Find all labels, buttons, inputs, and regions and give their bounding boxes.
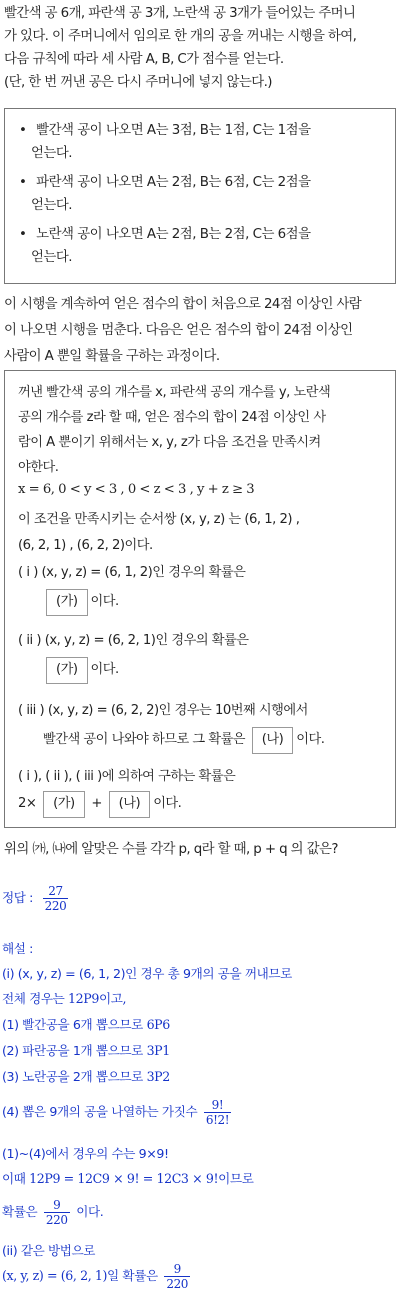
solution-text: 이다. xyxy=(76,1204,104,1219)
bullet-icon: • xyxy=(19,123,27,138)
solution-line xyxy=(2,1198,103,1227)
case-ii-blank-row xyxy=(43,657,119,684)
rule-item xyxy=(19,119,311,142)
suffix-text: 이다. xyxy=(90,594,119,609)
suffix-text: 이다. xyxy=(153,796,182,811)
answer-fraction xyxy=(43,884,69,913)
plus-sign: + xyxy=(91,796,102,811)
blank-na: (나) xyxy=(252,727,294,754)
solution-line xyxy=(2,1066,170,1085)
blank-na: (나) xyxy=(109,791,151,818)
fraction-numerator: 9! xyxy=(204,1098,231,1113)
problem-intro xyxy=(4,2,398,94)
blank-ga: (가) xyxy=(46,589,88,616)
intro-line: 다음 규칙에 따라 세 사람 A, B, C가 점수를 얻는다. xyxy=(4,52,284,67)
solution-line xyxy=(2,1098,234,1127)
case-ii-line: ( ii ) (x, y, z) = (6, 2, 1)인 경우의 확률은 xyxy=(18,633,249,648)
process-line: 람이 A 뿐이기 위해서는 x, y, z가 다음 조건을 만족시켜 xyxy=(18,435,321,450)
solution-text: (2) 파란공을 1개 뽑으므로 xyxy=(2,1043,147,1058)
suffix-text: 이다. xyxy=(90,662,119,677)
blank-ga: (가) xyxy=(43,791,85,818)
rule-item xyxy=(19,223,311,246)
rule-text-cont: 얻는다. xyxy=(31,250,73,265)
solution-line xyxy=(2,1014,170,1033)
final-prefix: 2× xyxy=(18,796,37,811)
fraction-denominator: 6!2! xyxy=(205,1113,230,1127)
solution-text: (x, y, z) = (6, 2, 1)일 확률은 xyxy=(2,1268,162,1283)
case-iii-line: ( iii ) (x, y, z) = (6, 2, 2)인 경우는 10번째 시행에서 xyxy=(18,703,308,718)
perm-blue: 3P1 xyxy=(146,1043,170,1058)
fraction-numerator: 9 xyxy=(44,1198,70,1213)
fraction-denominator: 220 xyxy=(45,1213,68,1227)
process-box xyxy=(4,370,396,828)
rule-item xyxy=(19,171,311,194)
rules-box xyxy=(4,108,396,284)
rule-text-cont: 얻는다. xyxy=(31,146,73,161)
rule-text: 빨간색 공이 나오면 A는 3점, B는 1점, C는 1점을 xyxy=(36,123,311,138)
middle-line: 사람이 A 뿐일 확률을 구하는 과정이다. xyxy=(4,349,220,364)
middle-line: 이 나오면 시행을 멈춘다. 다음은 얻은 점수의 합이 24점 이상인 xyxy=(4,323,353,338)
explain-label: 해설 : xyxy=(2,941,33,956)
solution-line xyxy=(2,1262,193,1291)
solution-text: (4) 뽑은 9개의 공을 나열하는 가짓수 xyxy=(2,1104,201,1119)
intro-line: (단, 한 번 꺼낸 공은 다시 주머니에 넣지 않는다.) xyxy=(4,75,272,90)
question-text: 위의 ㈎, ㈏에 알맞은 수를 각각 p, q라 할 때, p + q 의 값은? xyxy=(4,842,338,857)
bullet-icon: • xyxy=(19,227,27,242)
case-i-line: ( i ) (x, y, z) = (6, 1, 2)인 경우의 확률은 xyxy=(18,565,246,580)
case-iii-blank-row xyxy=(43,727,324,754)
intro-line: 가 있다. 이 주머니에서 임의로 한 개의 공을 꺼내는 시행을 하여, xyxy=(4,29,357,44)
solution-text: (1) 빨간공을 6개 뽑으므로 xyxy=(2,1017,147,1032)
process-line: 야한다. xyxy=(18,460,59,475)
solution-line: (i) (x, y, z) = (6, 1, 2)인 경우 총 9개의 공을 꺼내므로 xyxy=(2,966,292,981)
blank-ga: (가) xyxy=(46,657,88,684)
perm-yellow: 3P2 xyxy=(146,1069,170,1084)
intro-line: 빨간색 공 6개, 파란색 공 3개, 노란색 공 3개가 들어있는 주머니 xyxy=(4,6,356,21)
prob-fraction xyxy=(44,1198,70,1227)
perm-identity: 12P9 = 12C9 × 9! = 12C3 × 9!이므로 xyxy=(29,1171,254,1186)
solution-text: 이때 xyxy=(2,1171,30,1186)
solution-text: 확률은 xyxy=(2,1204,41,1219)
process-line: 이 조건을 만족시키는 순서쌍 (x, y, z) 는 (6, 1, 2) , xyxy=(18,512,300,527)
problem-middle xyxy=(4,292,398,370)
condition-line: x = 6, 0 < y < 3 , 0 < z < 3 , y + z ≥ 3 xyxy=(18,482,255,497)
case-iii-text: 빨간색 공이 나와야 하므로 그 확률은 xyxy=(43,732,246,747)
solution-line: (ii) 같은 방법으로 xyxy=(2,1243,96,1258)
perm-red: 6P6 xyxy=(146,1017,170,1032)
combine-line: ( i ), ( ii ), ( iii )에 의하여 구하는 확률은 xyxy=(18,769,236,784)
prob2-fraction xyxy=(164,1262,190,1291)
fraction-denominator: 220 xyxy=(44,899,67,913)
fraction-numerator: 9 xyxy=(164,1262,190,1277)
fraction-denominator: 220 xyxy=(166,1277,189,1291)
fraction-numerator: 27 xyxy=(43,884,69,899)
rule-text: 노란색 공이 나오면 A는 2점, B는 2점, C는 6점을 xyxy=(36,227,311,242)
middle-line: 이 시행을 계속하여 얻은 점수의 합이 처음으로 24점 이상인 사람 xyxy=(4,297,362,312)
bullet-icon: • xyxy=(19,175,27,190)
process-line: 공의 개수를 z라 할 때, 얻은 점수의 합이 24점 이상인 사 xyxy=(18,410,326,425)
suffix-text: 이다. xyxy=(296,732,325,747)
solution-line xyxy=(2,1040,170,1059)
process-line: 꺼낸 빨간색 공의 개수를 x, 파란색 공의 개수를 y, 노란색 xyxy=(18,385,331,400)
rule-text-cont: 얻는다. xyxy=(31,198,73,213)
case-i-blank-row xyxy=(43,589,119,616)
answer-label: 정답 : xyxy=(2,890,33,905)
solution-line: (1)~(4)에서 경우의 수는 9×9! xyxy=(2,1146,169,1161)
perm-total: 12P9이고, xyxy=(68,991,127,1006)
solution-line xyxy=(2,1168,253,1187)
solution-text: 전체 경우는 xyxy=(2,991,69,1006)
process-line: (6, 2, 1) , (6, 2, 2)이다. xyxy=(18,538,153,553)
solution-line xyxy=(2,988,126,1007)
answer-row xyxy=(2,884,71,913)
solution-text: (3) 노란공을 2개 뽑으므로 xyxy=(2,1069,147,1084)
arrange-fraction xyxy=(204,1098,231,1127)
final-expression xyxy=(18,791,181,818)
rule-text: 파란색 공이 나오면 A는 2점, B는 6점, C는 2점을 xyxy=(36,175,311,190)
